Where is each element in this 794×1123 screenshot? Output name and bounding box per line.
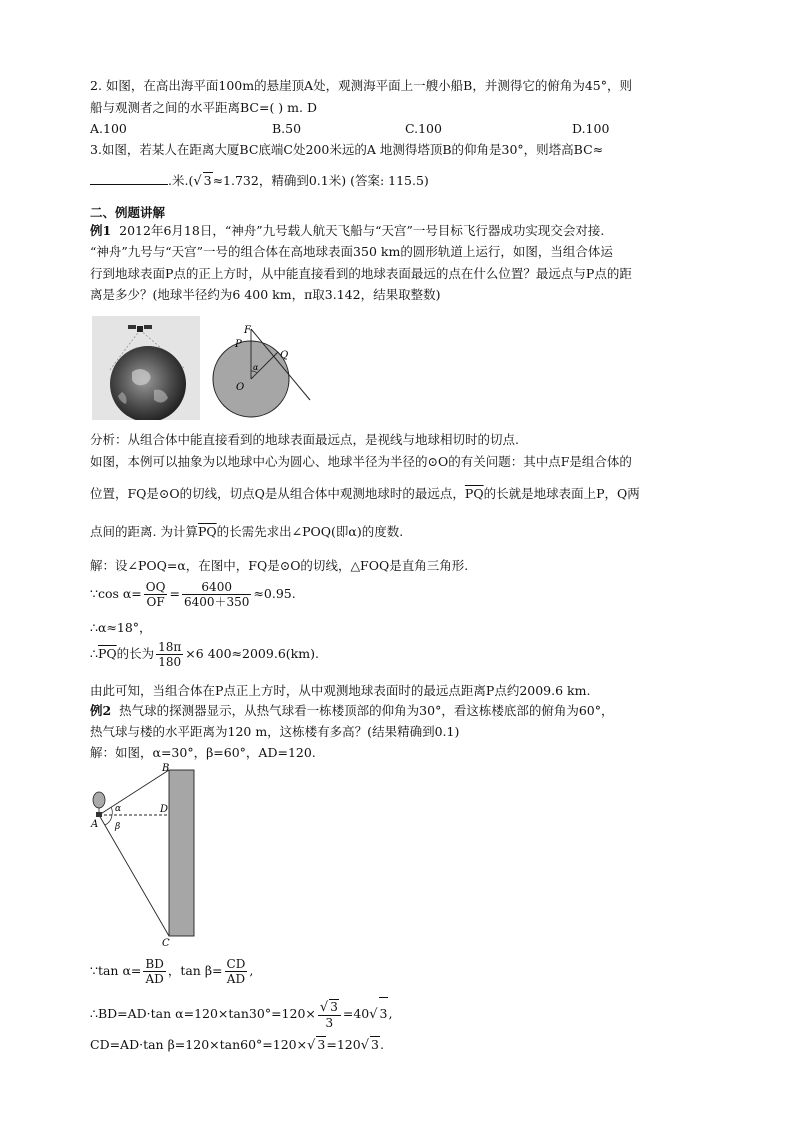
ex1-conclusion: 由此可知，当组合体在P点正上方时，从中观测地球表面时的最远点距离P点约2009.6 km. bbox=[90, 683, 591, 698]
q3-line2: .米.(√ 3≈1.732，精确到0.1米) (答案: 115.5) bbox=[90, 172, 429, 190]
ex1-line2: “神舟”九号与“天宫”一号的组合体在高地球表面350 km的圆形轨道上运行，如图，当组合体运 bbox=[90, 244, 613, 259]
q2-line1: 2. 如图，在高出海平面100m的悬崖顶A处，观测海平面上一艘小船B，并测得它的俯角为45°，则 bbox=[90, 78, 632, 93]
earth-satellite-photo bbox=[92, 316, 200, 420]
ex1-line1: 例1 2012年6月18日，“神舟”九号载人航天飞船与“天宫”一号目标飞行器成功实现交会对接. bbox=[90, 223, 605, 238]
ex2-line2: 热气球与楼的水平距离为120 m，这栋楼有多高？(结果精确到0.1) bbox=[90, 724, 460, 739]
ex1-alpha-result: ∴α≈18°， bbox=[90, 620, 152, 635]
ex2-solution1: 解：如图，α=30°，β=60°，AD=120. bbox=[90, 745, 316, 760]
q2-option-b: B.50 bbox=[272, 121, 302, 136]
ex1-analysis2: 如图，本例可以抽象为以地球中心为圆心、地球半径为半径的⊙O的有关问题：其中点F是组合体的 bbox=[90, 454, 632, 469]
label-p: P bbox=[235, 339, 242, 350]
tangent-circle-diagram bbox=[206, 320, 331, 420]
ex1-line3: 行到地球表面P点的正上方时，从中能直接看到的地球表面最远的点在什么位置？最远点与P点的距 bbox=[90, 266, 632, 281]
label-q: Q bbox=[280, 350, 289, 361]
ex1-analysis4: 点间的距离. 为计算$\overline{PQ}$的长需先求出∠POQ(即α)的度数. bbox=[90, 524, 404, 539]
q2-option-d: D.100 bbox=[572, 121, 610, 136]
ex2-bd-equation: ∴BD=AD·tan α=120×tan30°=120× $\frac{√ 3}{3}$ =40√ 3, bbox=[90, 997, 392, 1031]
q2-option-a: A.100 bbox=[90, 121, 127, 136]
q3-line1: 3.如图，若某人在距离大厦BC底端C处200米远的A 地测得塔顶B的仰角是30°，则塔高BC≈ bbox=[90, 142, 604, 157]
ex1-line4: 离是多少？(地球半径约为6 400 km，π取3.142，结果取整数) bbox=[90, 287, 441, 302]
q2-line2: 船与观测者之间的水平距离BC=( ) m. D bbox=[90, 100, 317, 115]
answer-blank bbox=[90, 172, 168, 185]
ex1-analysis3: 位置，FQ是⊙O的切线，切点Q是从组合体中观测地球时的最远点，$\overline{PQ}$的长就是地球表面上P，Q两 bbox=[90, 486, 640, 501]
ex1-arc-length: $\therefore\overline{PQ}$的长为 $\frac{18\pi}{180}$ ×6 400≈2009.6(km). bbox=[90, 640, 319, 669]
ex2-cd-equation: CD=AD·tan β=120×tan60°=120×√ 3=120√ 3. bbox=[90, 1037, 384, 1053]
label-o: O bbox=[236, 382, 245, 393]
ex1-cos-equation: ∵cos α= $\frac{OQ}{OF}$ = $\frac{6400}{6400+350}$ ≈0.95. bbox=[90, 580, 296, 609]
label-alpha: α bbox=[115, 804, 122, 814]
label-d: D bbox=[160, 804, 169, 815]
balloon-building-diagram bbox=[88, 762, 218, 950]
ex1-analysis1: 分析：从组合体中能直接看到的地球表面最远点，是视线与地球相切时的切点. bbox=[90, 432, 519, 447]
label-alpha: α bbox=[253, 363, 259, 372]
label-a: A bbox=[91, 819, 99, 830]
ex2-line1: 例2 热气球的探测器显示，从热气球看一栋楼顶部的仰角为30°，看这栋楼底部的俯角为60°， bbox=[90, 703, 614, 718]
ex2-tan-equation: ∵tan α= $\frac{BD}{AD}$ ，tan β= $\frac{CD}{AD}$ , bbox=[90, 957, 254, 986]
label-c: C bbox=[162, 938, 170, 949]
q2-option-c: C.100 bbox=[405, 121, 442, 136]
label-f: F bbox=[244, 325, 251, 336]
label-b: B bbox=[162, 763, 170, 774]
section-title: 二、例题讲解 bbox=[90, 205, 166, 220]
label-beta: β bbox=[115, 822, 121, 832]
ex1-solution1: 解：设∠POQ=α，在图中，FQ是⊙O的切线，△FOQ是直角三角形. bbox=[90, 558, 469, 573]
